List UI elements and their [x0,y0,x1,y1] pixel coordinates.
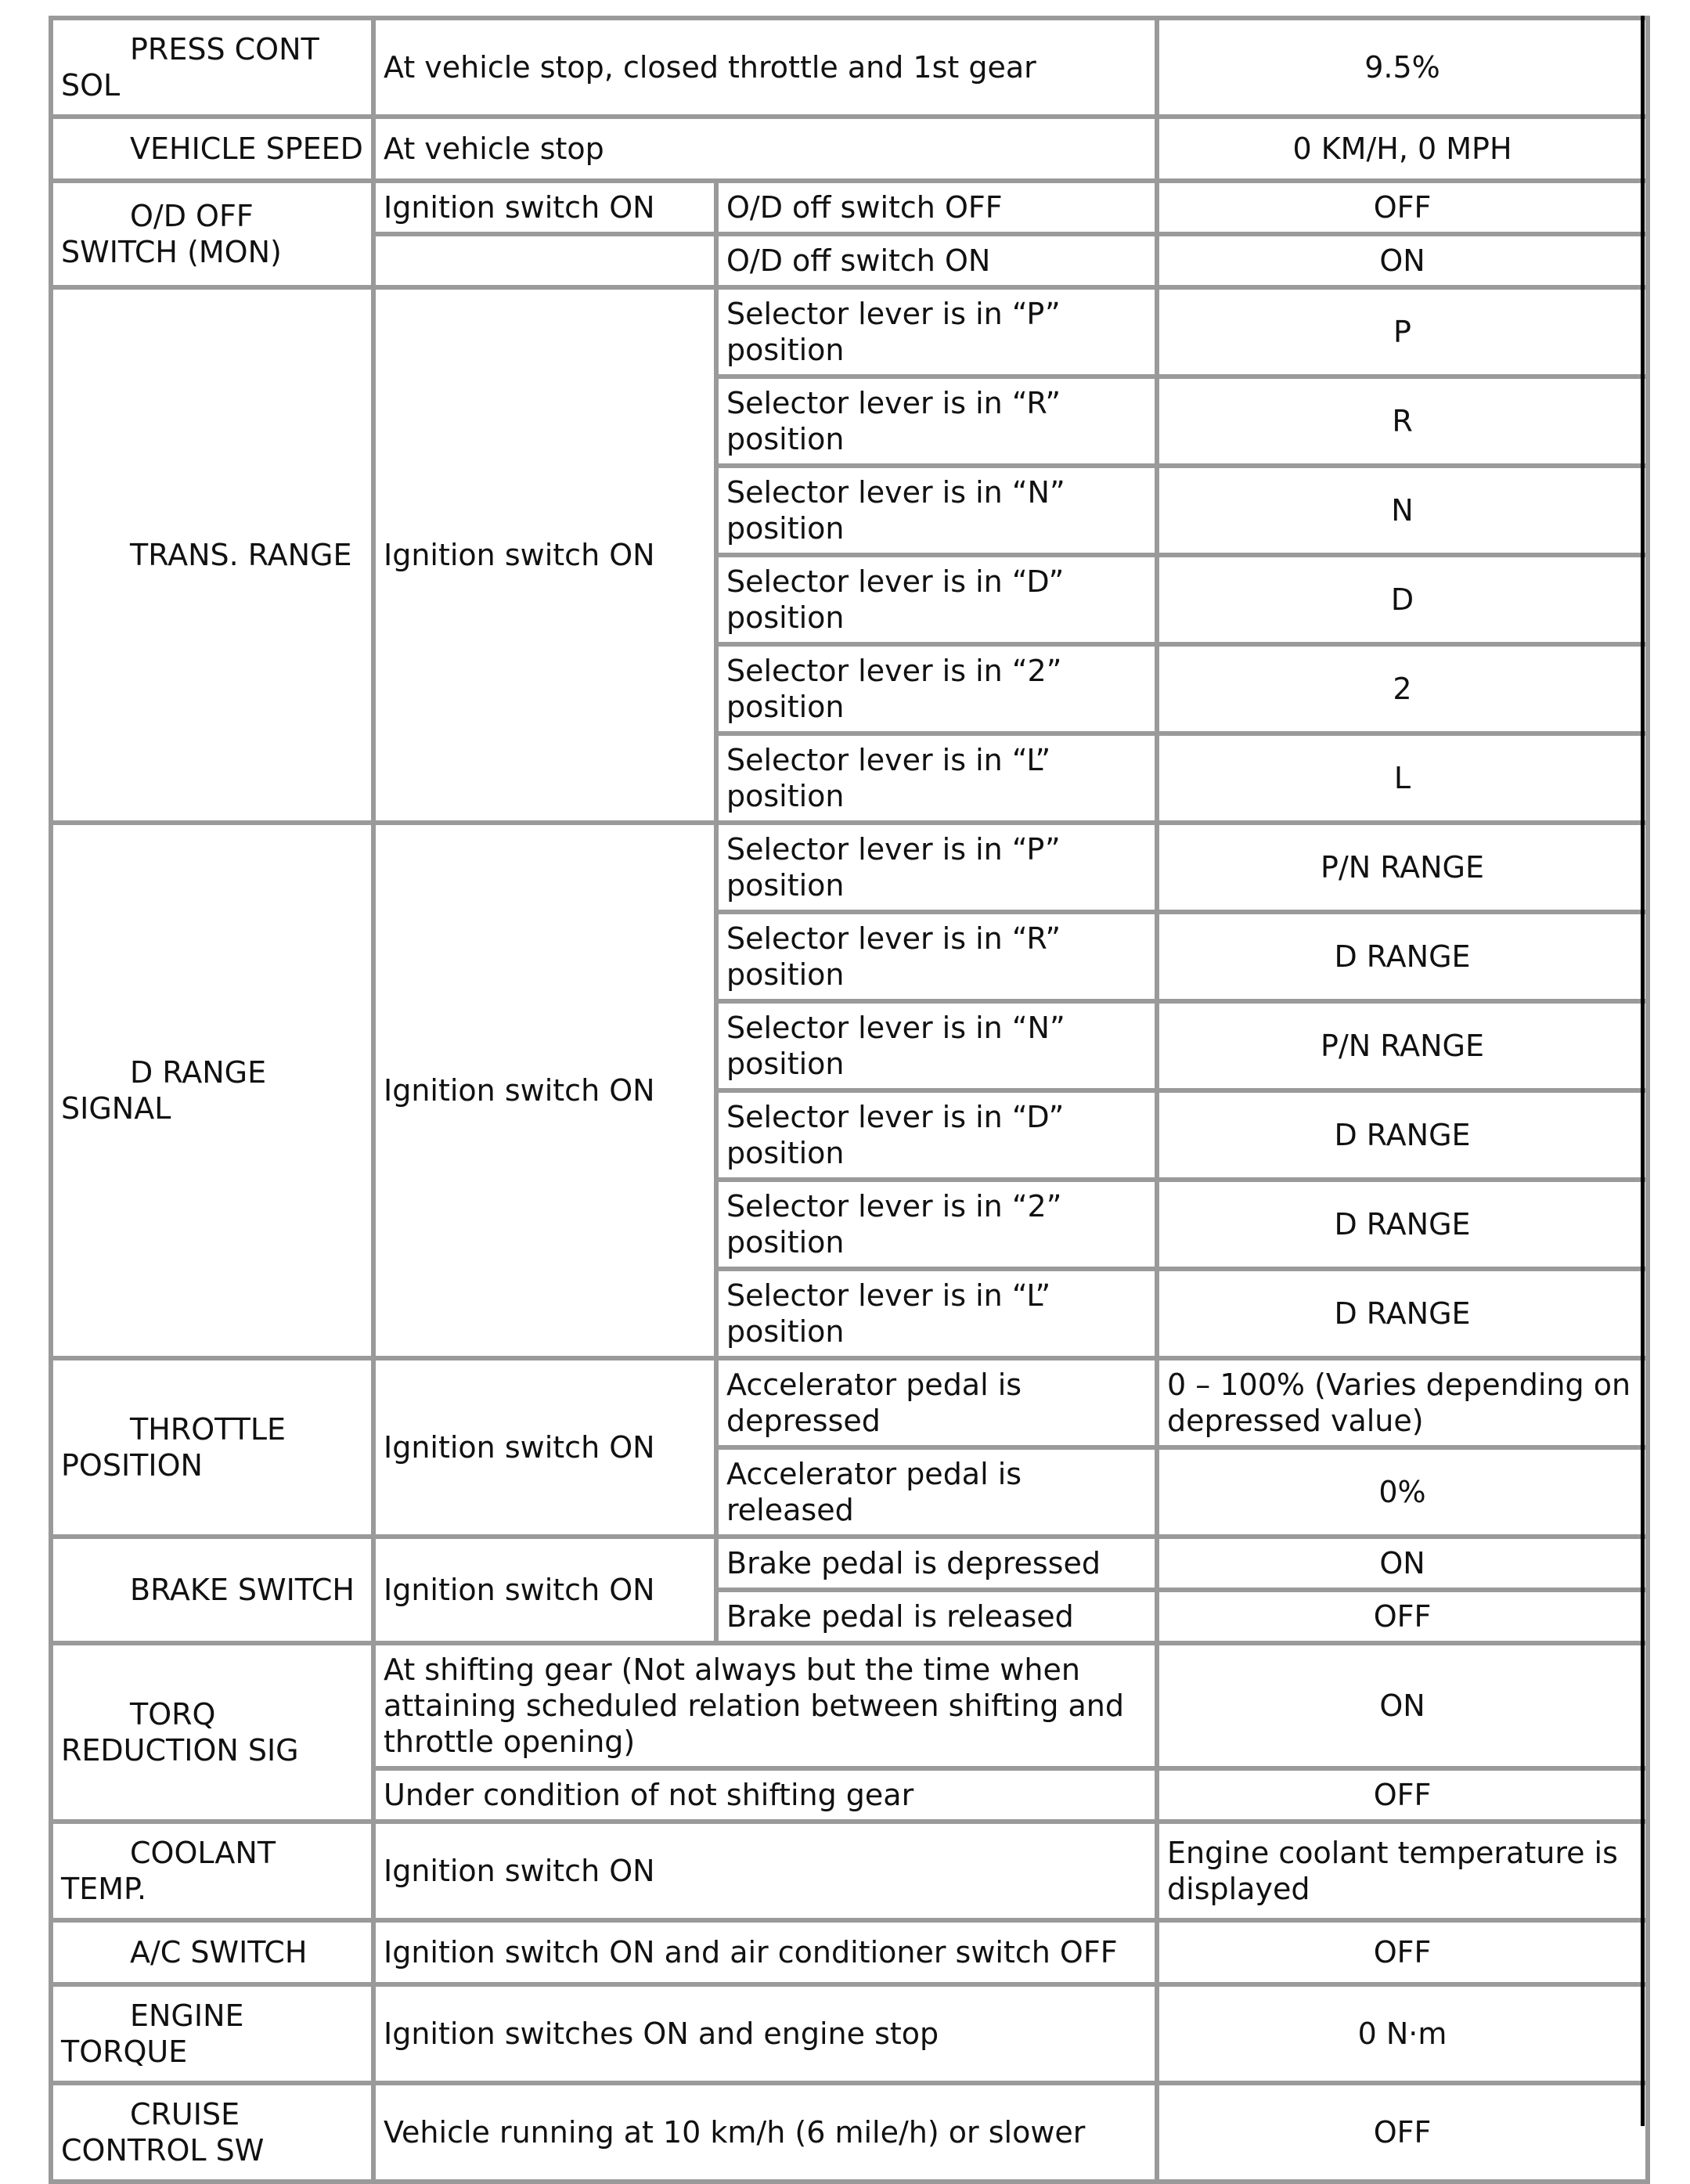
table-row [51,1822,1648,1920]
value-cell: D [1157,555,1648,644]
sub-condition-cell: O/D off switch OFF [716,181,1157,234]
condition-cell: Ignition switch ON [373,287,716,823]
value-cell: OFF [1157,1768,1648,1822]
sub-condition-cell: Selector lever is in “N” position [716,466,1157,555]
sub-condition-cell: Brake pedal is depressed [716,1537,1157,1590]
table-row [51,287,1648,377]
condition-cell: At vehicle stop, closed throttle and 1st gear [373,18,1157,117]
item-torq-reduction-sig: TORQ REDUCTION SIG [51,1643,373,1822]
value-cell: 9.5% [1157,18,1648,117]
value-cell: 2 [1157,644,1648,733]
sub-condition-cell: Selector lever is in “D” position [716,1090,1157,1180]
item-cruise-control-sw: CRUISE CONTROL SW [51,2083,373,2182]
value-cell: OFF [1157,1920,1648,1984]
sub-condition-cell: Selector lever is in “N” position [716,1001,1157,1090]
value-cell: 0 KM/H, 0 MPH [1157,117,1648,181]
value-cell: ON [1157,1537,1648,1590]
value-cell: L [1157,733,1648,823]
sub-condition-cell: Selector lever is in “L” position [716,1269,1157,1358]
sub-condition-cell: Selector lever is in “P” position [716,823,1157,912]
value-cell: D RANGE [1157,912,1648,1001]
item-vehicle-speed: VEHICLE SPEED [51,117,373,181]
item-brake-switch: BRAKE SWITCH [51,1537,373,1643]
condition-cell: Ignition switch ON [373,1537,716,1643]
item-d-range-signal: D RANGE SIGNAL [51,823,373,1358]
condition-cell: Ignition switch ON [373,181,716,234]
item-trans-range: TRANS. RANGE [51,287,373,823]
monitor-item-table [49,16,1650,2184]
value-cell: OFF [1157,181,1648,234]
right-border-rule [1641,16,1645,2126]
table-row [51,117,1648,181]
condition-cell: Ignition switch ON [373,1358,716,1537]
value-cell: ON [1157,1643,1648,1768]
condition-cell: Vehicle running at 10 km/h (6 mile/h) or slower [373,2083,1157,2182]
value-cell: 0 N·m [1157,1984,1648,2083]
value-cell: D RANGE [1157,1090,1648,1180]
item-press-cont-sol: PRESS CONT SOL [51,18,373,117]
value-cell: ON [1157,234,1648,287]
sub-condition-cell: Brake pedal is released [716,1590,1157,1643]
table-row [51,1537,1648,1590]
item-throttle-position: THROTTLE POSITION [51,1358,373,1537]
condition-cell: At vehicle stop [373,117,1157,181]
item-od-off-switch: O/D OFF SWITCH (MON) [51,181,373,287]
table-row [51,823,1648,912]
value-cell: P [1157,287,1648,377]
value-cell: 0% [1157,1447,1648,1537]
table-row [51,1920,1648,1984]
table-row [51,18,1648,117]
condition-cell: Ignition switch ON [373,823,716,1358]
table-row [51,1984,1648,2083]
condition-cell: At shifting gear (Not always but the time when attaining scheduled relation between shifting and throttle opening) [373,1643,1157,1768]
sub-condition-cell: Selector lever is in “R” position [716,377,1157,466]
value-cell: P/N RANGE [1157,823,1648,912]
sub-condition-cell: Accelerator pedal is depressed [716,1358,1157,1447]
table-row [51,1643,1648,1768]
item-ac-switch: A/C SWITCH [51,1920,373,1984]
condition-cell: Ignition switch ON [373,1822,1157,1920]
value-cell: 0 – 100% (Varies depending on depressed value) [1157,1358,1648,1447]
sub-condition-cell: Accelerator pedal is released [716,1447,1157,1537]
condition-cell: Ignition switch ON and air conditioner switch OFF [373,1920,1157,1984]
value-cell: D RANGE [1157,1180,1648,1269]
item-coolant-temp: COOLANT TEMP. [51,1822,373,1920]
value-cell: OFF [1157,1590,1648,1643]
condition-cell: Ignition switches ON and engine stop [373,1984,1157,2083]
value-cell: Engine coolant temperature is displayed [1157,1822,1648,1920]
sub-condition-cell: Selector lever is in “2” position [716,1180,1157,1269]
table-row [51,2083,1648,2182]
sub-condition-cell: O/D off switch ON [716,234,1157,287]
item-engine-torque: ENGINE TORQUE [51,1984,373,2083]
table-row [51,1358,1648,1447]
sub-condition-cell: Selector lever is in “P” position [716,287,1157,377]
sub-condition-cell: Selector lever is in “2” position [716,644,1157,733]
value-cell: D RANGE [1157,1269,1648,1358]
sub-condition-cell: Selector lever is in “L” position [716,733,1157,823]
value-cell: P/N RANGE [1157,1001,1648,1090]
value-cell: R [1157,377,1648,466]
value-cell: OFF [1157,2083,1648,2182]
table-row [51,181,1648,234]
sub-condition-cell: Selector lever is in “R” position [716,912,1157,1001]
condition-cell: Under condition of not shifting gear [373,1768,1157,1822]
sub-condition-cell: Selector lever is in “D” position [716,555,1157,644]
condition-cell-empty [373,234,716,287]
value-cell: N [1157,466,1648,555]
